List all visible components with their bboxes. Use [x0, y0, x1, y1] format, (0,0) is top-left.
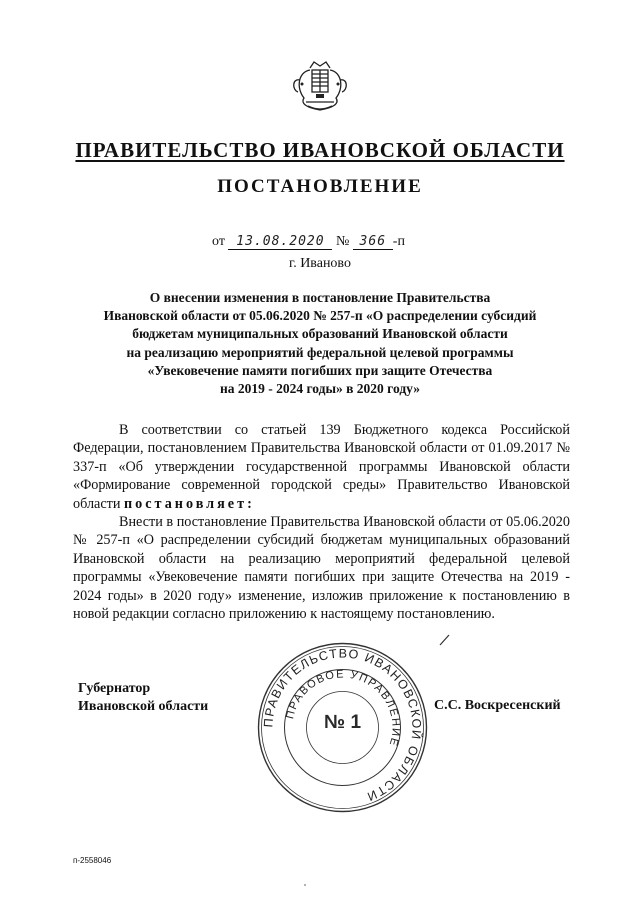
number-suffix: -п: [392, 234, 405, 249]
role-line: Губернатор: [78, 681, 151, 696]
stamp-number: № 1: [323, 712, 362, 733]
document-subject: [70, 289, 570, 398]
body-paragraph: Внести в постановление Правительства Ивановской области от 05.06.2020 № 257-п «О распределении субсидий бюджетам муниципальных образований Ивановской области на реализацию мероприятий федеральной целевой программы «Увековечение памяти погибших при защите Отечества на 2019 - 2024 годы» в 2020 году» изменение, изложив приложение к постановлению в новой редакции согласно приложению к настоящему постановлению.: [73, 514, 570, 623]
page-mark: [304, 884, 306, 886]
coat-of-arms-icon: [288, 58, 352, 114]
number-sign: №: [335, 234, 350, 249]
subject-line: на реализацию мероприятий федеральной целевой программы: [126, 344, 514, 360]
subject-line: О внесении изменения в постановление Правительства: [149, 290, 491, 305]
subject-line: Ивановской области от 05.06.2020 № 257-п «О распределении субсидий: [103, 308, 537, 324]
city: г. Иваново: [289, 256, 351, 271]
signatory-name: С.С. Воскресенский: [434, 698, 561, 713]
date-prefix: от: [212, 234, 225, 249]
body-paragraph: [73, 421, 570, 513]
document-number: 366: [353, 234, 393, 250]
document-type-heading: ПОСТАНОВЛЕНИЕ: [217, 176, 423, 197]
signatory-role: [78, 680, 208, 716]
decree-word: постановляет:: [123, 495, 255, 512]
stamp-inner-text: ПРАВОВОЕ УПРАВЛЕНИЕ: [284, 668, 402, 749]
document-body: [73, 421, 570, 623]
official-stamp: [255, 640, 430, 815]
subject-line: бюджетам муниципальных образований Ивановской области: [132, 326, 508, 342]
footer-code: п-2558046: [73, 856, 112, 865]
subject-line: на 2019 - 2024 годы» в 2020 году»: [219, 381, 421, 397]
document-registration: [212, 234, 405, 250]
document-date: 13.08.2020: [228, 234, 332, 250]
check-mark-icon: [437, 633, 453, 647]
paragraph-text: В соответствии со статьей 139 Бюджетного кодекса Российской Федерации, постановлением Правительства Ивановской области от 01.09.2017 № 337-п «Об утверждении государственной программы Ивановской области «Формирование современной городской среды» Правительство Ивановской области: [73, 422, 570, 512]
svg-text:ПРАВОВОЕ УПРАВЛЕНИЕ: [284, 668, 401, 748]
stamp-outer-text: ПРАВИТЕЛЬСТВО ИВАНОВСКОЙ ОБЛАСТИ: [261, 646, 424, 805]
government-title: ПРАВИТЕЛЬСТВО ИВАНОВСКОЙ ОБЛАСТИ: [75, 138, 565, 162]
role-line: Ивановской области: [78, 699, 209, 714]
subject-line: «Увековечение памяти погибших при защите Отечества: [147, 362, 493, 378]
